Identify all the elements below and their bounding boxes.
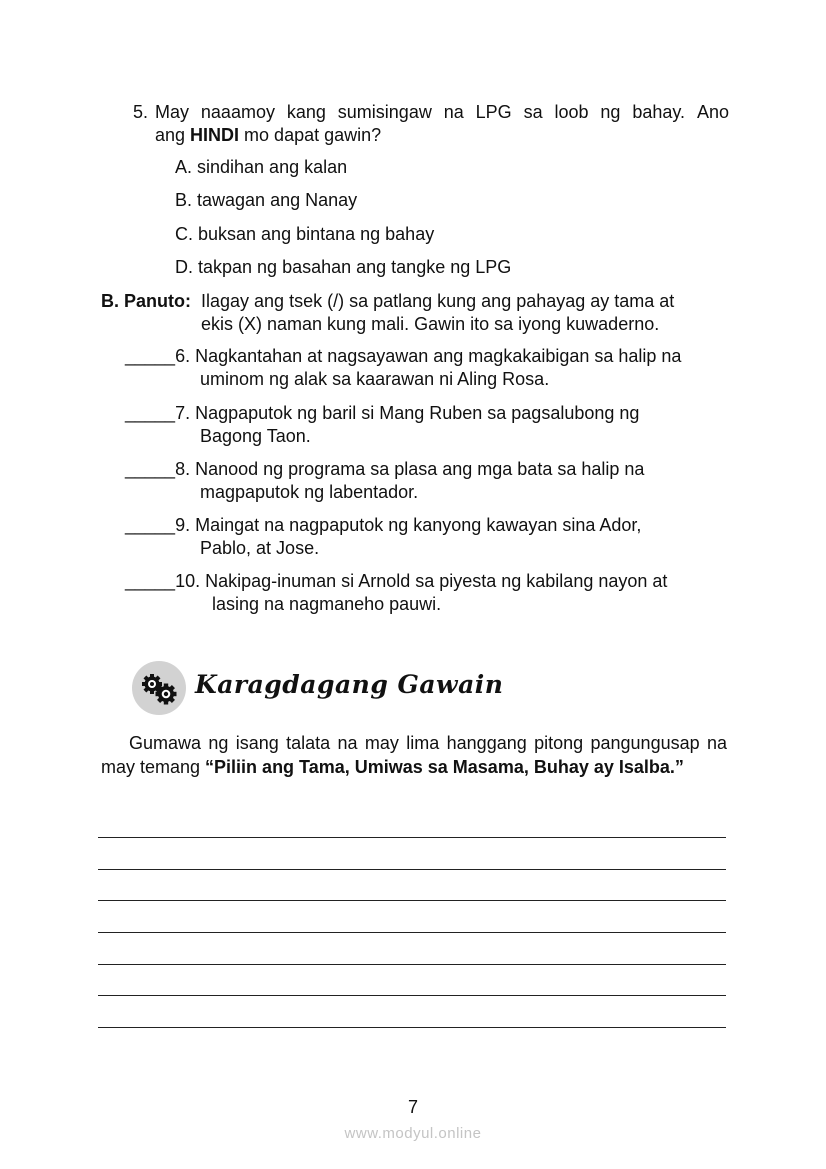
choice-d: D. takpan ng basahan ang tangke ng LPG [175, 257, 512, 277]
item-number: 10. [175, 571, 201, 591]
emphasis-hindi: HINDI [190, 125, 240, 145]
item-text: Nakipag-inuman si Arnold sa piyesta ng kabilang nayon at [205, 571, 668, 591]
instruction-line1: Ilagay ang tsek (/) sa patlang kung ang pahayag ay tama at [201, 291, 675, 311]
section-b-label: B. Panuto: [101, 291, 191, 311]
item-text-line2: lasing na nagmaneho pauwi. [212, 594, 442, 614]
item-text-line2: Bagong Taon. [200, 426, 311, 446]
text: ang [155, 125, 191, 145]
item-text-line2: magpaputok ng labentador. [200, 482, 419, 502]
answer-blank[interactable]: _____ [125, 459, 176, 479]
gears-icon [132, 661, 186, 715]
answer-line-2[interactable] [98, 869, 726, 870]
answer-line-1[interactable] [98, 837, 726, 838]
item-line1 [125, 345, 681, 368]
item-text: Nagkantahan at nagsayawan ang magkakaibigan sa halip na [195, 346, 682, 366]
answer-blank[interactable]: _____ [125, 346, 176, 366]
answer-line-7[interactable] [98, 1027, 726, 1028]
page-number: 7 [407, 1097, 418, 1117]
question-text-line1 [155, 101, 729, 124]
word: May [155, 102, 190, 122]
item-line1 [125, 514, 641, 537]
instruction-line2: ekis (X) naman kung mali. Gawin ito sa iyong kuwaderno. [201, 314, 660, 334]
word: sa [523, 102, 543, 122]
item-line1 [125, 570, 667, 593]
answer-blank[interactable]: _____ [125, 515, 176, 535]
watermark: www.modyul.online [344, 1125, 482, 1142]
choice-a: A. sindihan ang kalan [175, 157, 348, 177]
choice-b: B. tawagan ang Nanay [175, 190, 358, 210]
word: sumisingaw [337, 102, 432, 122]
item-text: Maingat na nagpaputok ng kanyong kawayan sina Ador, [195, 515, 642, 535]
question-number: 5. [133, 102, 149, 122]
word: bahay. [632, 102, 686, 122]
theme-text: “Piliin ang Tama, Umiwas sa Masama, Buhay ay Isalba.” [205, 757, 684, 777]
instruction-text: Gumawa ng isang talata na may lima hanggang pitong pangungusap na may temang [101, 733, 727, 777]
item-number: 9. [175, 515, 191, 535]
word: Ano [696, 102, 729, 122]
text: mo dapat gawin? [239, 125, 382, 145]
answer-line-5[interactable] [98, 964, 726, 965]
item-number: 8. [175, 459, 191, 479]
item-number: 7. [175, 403, 191, 423]
word: loob [554, 102, 589, 122]
answer-blank[interactable]: _____ [125, 571, 176, 591]
word: LPG [475, 102, 512, 122]
answer-line-3[interactable] [98, 900, 726, 901]
item-text: Nanood ng programa sa plasa ang mga bata sa halip na [195, 459, 645, 479]
word: na [443, 102, 464, 122]
item-line1 [125, 402, 639, 425]
question-text-line2 [155, 124, 729, 147]
activity-instructions [101, 731, 727, 779]
item-line1 [125, 458, 644, 481]
word: naaamoy [200, 102, 275, 122]
answer-blank[interactable]: _____ [125, 403, 176, 423]
item-text: Nagpaputok ng baril si Mang Ruben sa pagsalubong ng [195, 403, 640, 423]
word: kang [286, 102, 326, 122]
item-number: 6. [175, 346, 191, 366]
answer-line-6[interactable] [98, 995, 726, 996]
item-text-line2: uminom ng alak sa kaarawan ni Aling Rosa. [200, 369, 550, 389]
answer-line-4[interactable] [98, 932, 726, 933]
word: ng [600, 102, 621, 122]
choice-c: C. buksan ang bintana ng bahay [175, 224, 435, 244]
item-text-line2: Pablo, at Jose. [200, 538, 320, 558]
section-title: Karagdagang Gawain [195, 670, 504, 699]
